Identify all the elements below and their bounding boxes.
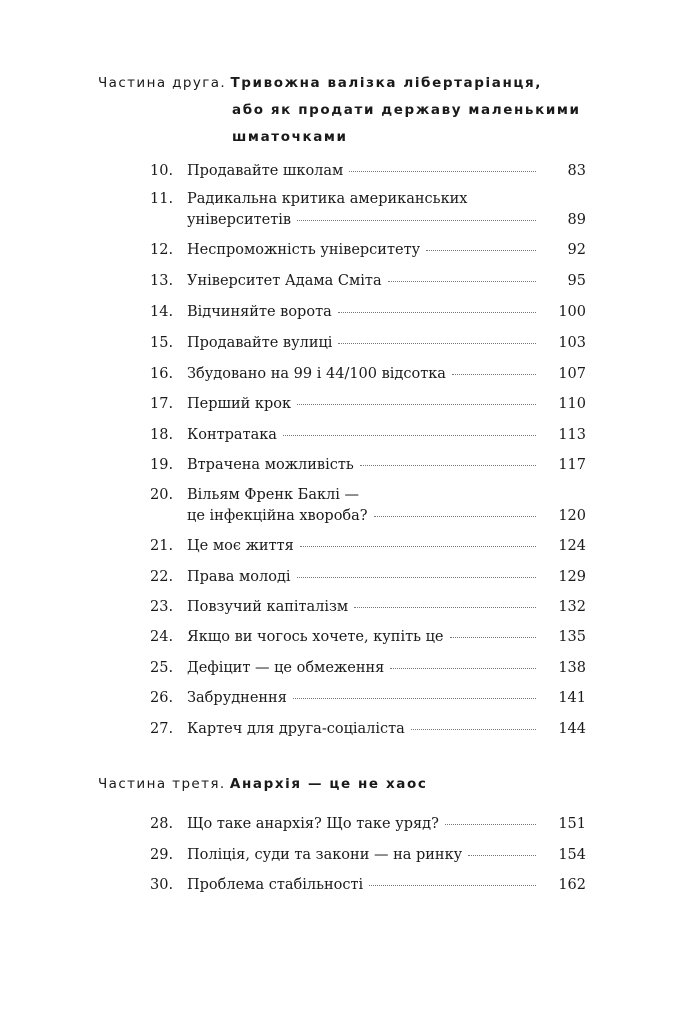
- entry-page-number: 138: [558, 660, 586, 676]
- entry-page-number: 83: [567, 163, 586, 179]
- entry-title: Неспроможність університету: [187, 242, 421, 258]
- entry-number: 22.: [150, 569, 174, 585]
- entry-page-number: 110: [558, 396, 586, 412]
- toc-entry-20[interactable]: [150, 486, 586, 526]
- dot-leader: [369, 885, 536, 886]
- entry-page-number: 103: [558, 335, 586, 351]
- entry-number: 13.: [150, 273, 174, 289]
- entry-number: 16.: [150, 366, 174, 382]
- entry-title: Права молоді: [187, 569, 291, 585]
- part-three-title: Анархія — це не хаос: [229, 776, 428, 792]
- entry-title-line-1: Вільям Френк Баклі —: [187, 487, 359, 503]
- entry-number: 19.: [150, 457, 174, 473]
- dot-leader: [349, 171, 536, 172]
- entry-title: Повзучий капіталізм: [187, 599, 349, 615]
- entry-number: 28.: [150, 816, 174, 832]
- toc-entry-29[interactable]: [150, 846, 586, 865]
- toc-entry-27[interactable]: [150, 720, 586, 739]
- entry-title: Поліція, суди та закони — на ринку: [187, 847, 463, 863]
- toc-entry-13[interactable]: [150, 272, 586, 291]
- dot-leader: [300, 546, 536, 547]
- entry-number: 14.: [150, 304, 174, 320]
- entry-page-number: 113: [558, 427, 586, 443]
- dot-leader: [450, 637, 536, 638]
- entry-number: 23.: [150, 599, 174, 615]
- entry-number: 10.: [150, 163, 174, 179]
- entry-title: Забруднення: [187, 690, 287, 706]
- dot-leader: [338, 343, 536, 344]
- dot-leader: [445, 824, 536, 825]
- dot-leader: [354, 607, 536, 608]
- entry-title: Перший крок: [187, 396, 292, 412]
- dot-leader: [360, 465, 536, 466]
- entry-page-number: 107: [558, 366, 586, 382]
- toc-entry-16[interactable]: [150, 365, 586, 384]
- part-two-heading: [98, 70, 542, 96]
- entry-number: 27.: [150, 721, 174, 737]
- entry-page-number: 95: [567, 273, 586, 289]
- entry-number: 29.: [150, 847, 174, 863]
- entry-title: Картеч для друга-соціаліста: [187, 721, 405, 737]
- toc-entry-14[interactable]: [150, 303, 586, 322]
- entry-page-number: 117: [558, 457, 586, 473]
- toc-entry-21[interactable]: [150, 537, 586, 556]
- entry-number: 26.: [150, 690, 174, 706]
- entry-number: 11.: [150, 191, 174, 207]
- entry-title-line-2: університетів: [187, 212, 292, 228]
- toc-entry-25[interactable]: [150, 659, 586, 678]
- entry-title: Втрачена можливість: [187, 457, 354, 473]
- entry-title: Відчиняйте ворота: [187, 304, 332, 320]
- entry-title: Продавайте вулиці: [187, 335, 333, 351]
- toc-entry-11[interactable]: [150, 190, 586, 230]
- toc-entry-24[interactable]: [150, 628, 586, 647]
- part-two-label: Частина друга.: [98, 75, 227, 91]
- toc-entry-23[interactable]: [150, 598, 586, 617]
- dot-leader: [293, 698, 536, 699]
- dot-leader: [297, 577, 536, 578]
- entry-number: 17.: [150, 396, 174, 412]
- entry-title: Збудовано на 99 і 44/100 відсотка: [187, 366, 446, 382]
- entry-number: 15.: [150, 335, 174, 351]
- dot-leader: [426, 250, 536, 251]
- entry-page-number: 100: [558, 304, 586, 320]
- entry-page-number: 92: [567, 242, 586, 258]
- entry-title: Контратака: [187, 427, 277, 443]
- entry-number: 24.: [150, 629, 174, 645]
- entry-number: 25.: [150, 660, 174, 676]
- entry-title: Університет Адама Сміта: [187, 273, 382, 289]
- dot-leader: [388, 281, 536, 282]
- entry-title-line-2: це інфекційна хвороба?: [187, 508, 368, 524]
- toc-entry-30[interactable]: [150, 876, 586, 895]
- entry-title: Якщо ви чогось хочете, купіть це: [187, 629, 444, 645]
- dot-leader: [452, 374, 536, 375]
- entry-title: Дефіцит — це обмеження: [187, 660, 385, 676]
- entry-page-number: 135: [558, 629, 586, 645]
- toc-entry-12[interactable]: [150, 241, 586, 260]
- dot-leader: [283, 435, 536, 436]
- entry-number: 21.: [150, 538, 174, 554]
- entry-number: 18.: [150, 427, 174, 443]
- entry-page-number: 151: [558, 816, 586, 832]
- dot-leader: [411, 729, 536, 730]
- part-two-title-line-1: Тривожна валізка лібертаріанця,: [230, 75, 542, 91]
- entry-page-number: 162: [558, 877, 586, 893]
- entry-number: 30.: [150, 877, 174, 893]
- toc-entry-22[interactable]: [150, 568, 586, 587]
- part-three-heading: [98, 771, 427, 797]
- entry-page-number: 129: [558, 569, 586, 585]
- dot-leader: [390, 668, 536, 669]
- entry-number: 20.: [150, 487, 174, 503]
- entry-title: Продавайте школам: [187, 163, 344, 179]
- dot-leader: [297, 404, 536, 405]
- part-two-title-line-3: шматочками: [232, 129, 348, 145]
- dot-leader: [374, 516, 536, 517]
- entry-title: Це моє життя: [187, 538, 294, 554]
- entry-page-number: 132: [558, 599, 586, 615]
- toc-entry-17[interactable]: [150, 395, 586, 414]
- entry-title: Проблема стабільності: [187, 877, 364, 893]
- part-three-label: Частина третя.: [98, 776, 226, 792]
- toc-entry-19[interactable]: [150, 456, 586, 475]
- dot-leader: [338, 312, 536, 313]
- toc-entry-28[interactable]: [150, 815, 586, 834]
- entry-title-line-1: Радикальна критика американських: [187, 191, 468, 207]
- toc-entry-18[interactable]: [150, 426, 586, 445]
- entry-page-number: 141: [558, 690, 586, 706]
- entry-page-number: 89: [567, 212, 586, 228]
- dot-leader: [468, 855, 536, 856]
- entry-page-number: 154: [558, 847, 586, 863]
- entry-number: 12.: [150, 242, 174, 258]
- part-two-title-line-2: або як продати державу маленькими: [232, 102, 581, 118]
- toc-entry-26[interactable]: [150, 689, 586, 708]
- toc-entry-15[interactable]: [150, 334, 586, 353]
- entry-page-number: 124: [558, 538, 586, 554]
- entry-page-number: 120: [558, 508, 586, 524]
- entry-page-number: 144: [558, 721, 586, 737]
- toc-entry-10[interactable]: [150, 162, 586, 181]
- dot-leader: [297, 220, 536, 221]
- entry-title: Що таке анархія? Що таке уряд?: [187, 816, 439, 832]
